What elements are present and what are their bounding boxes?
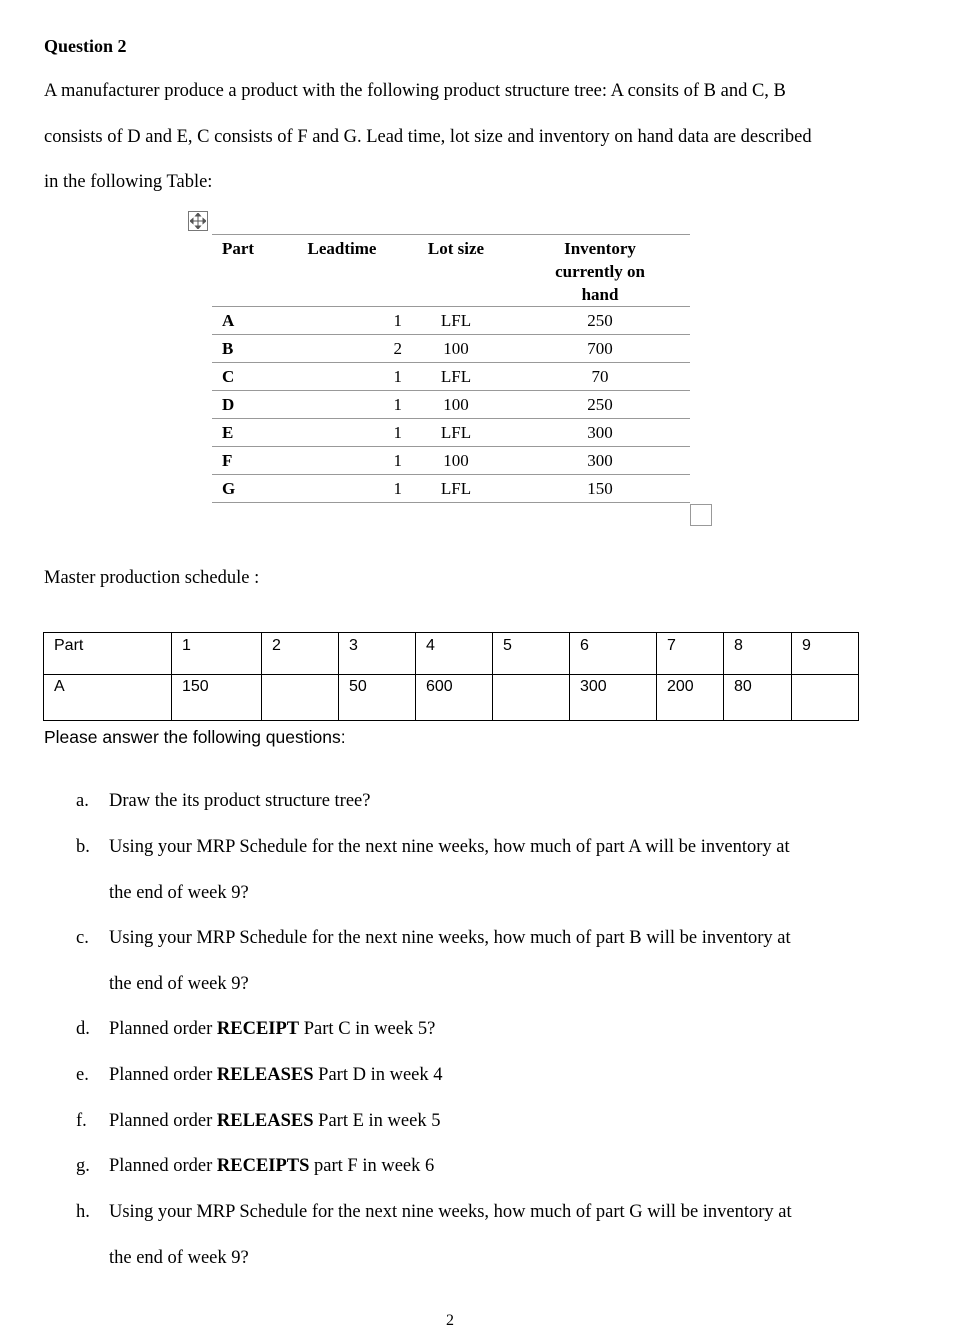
question-letter: f.: [76, 1111, 87, 1131]
mps-header-cell: 8: [724, 633, 792, 675]
cell-part: B: [212, 335, 282, 363]
cell-lot-size: 100: [402, 447, 510, 475]
resize-square-icon[interactable]: [690, 504, 712, 526]
mps-cell: [792, 675, 859, 721]
question-text: Using your MRP Schedule for the next nine weeks, how much of part B will be inventory at: [109, 928, 791, 948]
intro-line-3: in the following Table:: [44, 172, 213, 192]
mps-header-cell: 2: [262, 633, 339, 675]
cell-leadtime: 1: [282, 419, 402, 447]
question-title: Question 2: [44, 36, 127, 56]
cell-lot-size: 100: [402, 335, 510, 363]
question-text: Planned order: [109, 1156, 217, 1176]
question-keyword: RECEIPT: [216, 1019, 300, 1039]
question-continuation: the end of week 9?: [109, 883, 249, 903]
intro-line-1: A manufacturer produce a product with the following product structure tree: A consits of B and C, B: [44, 81, 786, 101]
header-inventory: Inventory currently on hand: [555, 239, 645, 304]
question-keyword: RELEASES: [216, 1111, 314, 1131]
question-item: [76, 1111, 440, 1132]
cell-inventory: 250: [510, 307, 690, 335]
mps-header-cell: 6: [570, 633, 657, 675]
mps-cell: 200: [657, 675, 724, 721]
question-keyword: RELEASES: [216, 1065, 314, 1085]
cell-leadtime: 1: [282, 307, 402, 335]
cell-part: C: [212, 363, 282, 391]
mps-data-row: [44, 675, 859, 721]
table-row: [212, 475, 690, 503]
table-row: [212, 307, 690, 335]
move-arrows-icon[interactable]: [188, 211, 208, 231]
question-text: Using your MRP Schedule for the next nine weeks, how much of part A will be inventory at: [109, 837, 790, 857]
cell-leadtime: 1: [282, 363, 402, 391]
cell-lot-size: LFL: [402, 307, 510, 335]
question-text: Using your MRP Schedule for the next nine weeks, how much of part G will be inventory at: [109, 1202, 792, 1222]
cell-inventory: 150: [510, 475, 690, 503]
question-text: Part E in week 5: [313, 1111, 441, 1131]
header-lot-size: Lot size: [427, 239, 485, 258]
question-item: [76, 1019, 435, 1040]
cell-lot-size: LFL: [402, 419, 510, 447]
mps-cell: 80: [724, 675, 792, 721]
cell-part: A: [212, 307, 282, 335]
table-row: [212, 419, 690, 447]
cell-lot-size: 100: [402, 391, 510, 419]
intro-line-2: consists of D and E, C consists of F and G. Lead time, lot size and inventory on hand data are described: [44, 127, 812, 147]
question-item: [76, 837, 790, 858]
question-text: part F in week 6: [309, 1156, 435, 1176]
question-letter: b.: [76, 837, 90, 857]
cell-lot-size: LFL: [402, 363, 510, 391]
mps-header-cell: 4: [416, 633, 493, 675]
mps-header-cell: Part: [44, 633, 172, 675]
question-continuation: the end of week 9?: [109, 974, 249, 994]
question-letter: g.: [76, 1156, 90, 1176]
cell-lot-size: LFL: [402, 475, 510, 503]
mps-header-cell: 3: [339, 633, 416, 675]
question-letter: c.: [76, 928, 89, 948]
mps-header-cell: 1: [172, 633, 262, 675]
page-number: 2: [446, 1312, 454, 1329]
cell-leadtime: 2: [282, 335, 402, 363]
mps-header-cell: 7: [657, 633, 724, 675]
cell-part: E: [212, 419, 282, 447]
cell-part: G: [212, 475, 282, 503]
question-text: Planned order: [109, 1019, 217, 1039]
question-text: Part C in week 5?: [299, 1019, 436, 1039]
mps-cell: 600: [416, 675, 493, 721]
instructions-text: Please answer the following questions:: [44, 727, 346, 747]
parts-table: [212, 234, 690, 503]
mps-cell: [262, 675, 339, 721]
table-row: [212, 363, 690, 391]
question-text: Part D in week 4: [313, 1065, 443, 1085]
table-row: [212, 391, 690, 419]
cell-inventory: 300: [510, 447, 690, 475]
question-keyword: RECEIPTS: [216, 1156, 310, 1176]
cell-part: D: [212, 391, 282, 419]
cell-inventory: 70: [510, 363, 690, 391]
parts-table-header: [212, 235, 690, 307]
question-letter: d.: [76, 1019, 90, 1039]
mps-cell: 150: [172, 675, 262, 721]
mps-cell: [493, 675, 570, 721]
mps-table: [43, 632, 859, 721]
question-item: [76, 791, 370, 812]
question-letter: e.: [76, 1065, 89, 1085]
mps-header-row: [44, 633, 859, 675]
question-text: Planned order: [109, 1111, 217, 1131]
question-item: [76, 1156, 434, 1177]
question-letter: a.: [76, 791, 89, 811]
cell-leadtime: 1: [282, 391, 402, 419]
question-item: [76, 928, 791, 949]
question-text: Planned order: [109, 1065, 217, 1085]
table-row: [212, 335, 690, 363]
mps-label: Master production schedule :: [44, 568, 260, 588]
header-part: Part: [222, 239, 255, 258]
cell-inventory: 300: [510, 419, 690, 447]
question-text: Draw the its product structure tree?: [109, 791, 371, 811]
mps-cell: 300: [570, 675, 657, 721]
question-item: [76, 1065, 443, 1086]
question-item: [76, 1202, 792, 1223]
question-letter: h.: [76, 1202, 90, 1222]
cell-inventory: 700: [510, 335, 690, 363]
cell-leadtime: 1: [282, 475, 402, 503]
cell-inventory: 250: [510, 391, 690, 419]
header-leadtime: Leadtime: [307, 239, 377, 258]
mps-cell: A: [44, 675, 172, 721]
table-row: [212, 447, 690, 475]
mps-header-cell: 5: [493, 633, 570, 675]
cell-part: F: [212, 447, 282, 475]
question-continuation: the end of week 9?: [109, 1248, 249, 1268]
mps-header-cell: 9: [792, 633, 859, 675]
cell-leadtime: 1: [282, 447, 402, 475]
mps-cell: 50: [339, 675, 416, 721]
